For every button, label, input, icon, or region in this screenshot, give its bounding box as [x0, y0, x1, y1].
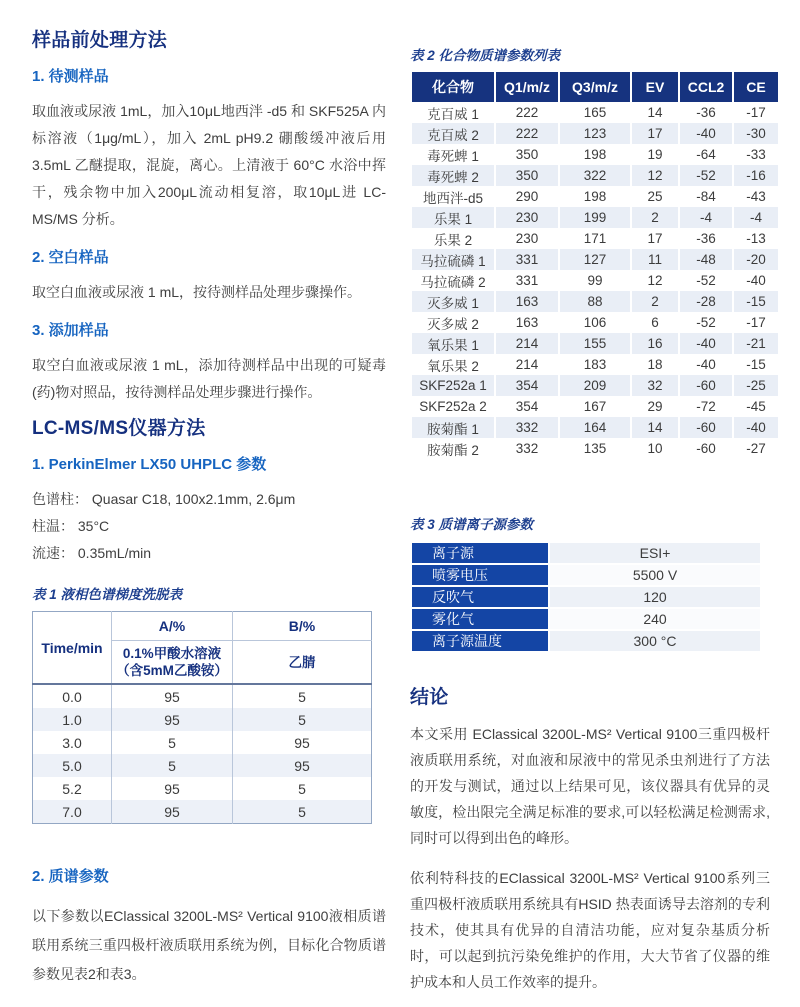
table-cell: 167 [583, 399, 607, 414]
table-cell: 25 [647, 189, 663, 204]
table-cell: 11 [632, 249, 678, 270]
table-cell: 乐果 2 [433, 232, 473, 248]
subsection-blank-sample-title: 2. 空白样品 [32, 249, 109, 266]
table-cell: -48 [680, 249, 732, 270]
table-cell: 300 °C [550, 631, 760, 651]
table-cell: -60 [696, 441, 716, 456]
table-cell: 163 [496, 291, 558, 312]
conclusion-paragraph-2: 依利特科技的EClassical 3200L-MS² Vertical 9100系列三重四极杆液质联用系统具有HSID 热表面诱导去溶剂的专利技术，使其具有优异的自清洁功能，应对复杂基质分析时，可以起到抗污染免维护的作用，大大节省了仪器的维护成本和人员工作效率的提升。 [410, 870, 770, 990]
table-row [412, 291, 778, 312]
table-row [412, 249, 778, 270]
table-cell: 16 [632, 333, 678, 354]
table1-caption: 表 1 液相色谱梯度洗脱表 [32, 587, 183, 602]
table-row [412, 123, 778, 144]
table-cell: 14 [647, 105, 663, 120]
table-cell: 123 [560, 123, 630, 144]
table-row [33, 800, 372, 824]
table-cell: 乐果 1 [412, 207, 494, 228]
table-cell: -72 [696, 399, 716, 414]
table2-body [412, 102, 778, 459]
table-row [412, 333, 778, 354]
table-row [412, 417, 778, 438]
table-cell: ESI+ [550, 543, 760, 563]
table-cell: 127 [560, 249, 630, 270]
table-cell: -40 [696, 357, 716, 372]
table1-col-a-desc-line1: 0.1%甲酸水溶液 [122, 646, 222, 661]
table-cell: 350 [515, 147, 539, 162]
table-cell: -40 [746, 273, 766, 288]
table-cell: 95 [112, 684, 233, 708]
table-cell: -40 [680, 123, 732, 144]
table-cell: 95 [112, 708, 233, 731]
table2-caption: 表 2 化合物质谱参数列表 [410, 48, 561, 63]
table-cell: 毒死蜱 2 [412, 165, 494, 186]
table-cell: 离子源 [412, 543, 548, 563]
table-cell: 214 [515, 357, 539, 372]
table-cell: -4 [680, 207, 732, 228]
table-cell: 反吹气 [412, 587, 548, 607]
table-row [412, 375, 778, 396]
table1-body [33, 684, 372, 824]
table-cell: 胺菊酯 2 [427, 442, 479, 458]
table-row [412, 354, 778, 375]
table-cell: 163 [515, 315, 539, 330]
table-cell: SKF252a 1 [412, 375, 494, 396]
table-cell: 胺菊酯 1 [412, 417, 494, 438]
table-cell: 灭多威 1 [412, 291, 494, 312]
test-sample-paragraph: 取血液或尿液 1mL，加入10μL地西泮 -d5 和 SKF525A 内标溶液（1μg/mL），加入 2mL pH9.2 硼酸缓冲液后用 3.5mL 乙醚提取，混旋，离心。上清液于 60°C 水浴中挥干，残余物中加入200μL流动相复溶，取10μL进 LC-MS/MS 分析。 [32, 103, 386, 227]
conclusion-paragraph-1: 本文采用 EClassical 3200L-MS² Vertical 9100三重四极杆液质联用系统，对血液和尿液中的常见杀虫剂进行了方法的开发与测试，通过以上结果可见，该仪器具有优异的灵敏度，检出限完全满足标准的要求,可以轻松满足检测需求,同时可以得到出色的峰形。 [410, 726, 770, 846]
table-cell: -20 [734, 249, 778, 270]
param-flow-rate: 流速： 0.35mL/min [32, 545, 152, 561]
table-cell: -33 [746, 147, 766, 162]
table-cell: -36 [696, 231, 716, 246]
table-cell: 喷雾电压 [412, 565, 548, 585]
table-cell: 240 [550, 609, 760, 629]
table-cell: 209 [560, 375, 630, 396]
table-cell: 5 [298, 803, 306, 820]
subsection-spiked-sample-title: 3. 添加样品 [32, 322, 109, 339]
table1-col-b-desc: 乙腈 [233, 641, 372, 685]
table-header-cell: EV [632, 72, 678, 102]
table-cell: 2 [632, 291, 678, 312]
table-cell: 354 [515, 399, 539, 414]
table-cell: 克百威 1 [427, 106, 479, 122]
table-header-cell: CCL2 [680, 72, 732, 102]
table-cell: 331 [496, 249, 558, 270]
table-cell: 214 [496, 333, 558, 354]
table1-col-a-desc [112, 641, 233, 685]
table-cell: -15 [746, 357, 766, 372]
table-row [412, 587, 760, 607]
table-cell: 99 [587, 273, 603, 288]
subsection-test-sample-title: 1. 待测样品 [32, 68, 109, 85]
table-cell: 199 [560, 207, 630, 228]
param-column: 色谱柱： Quasar C18, 100x2.1mm, 2.6μm [32, 491, 296, 507]
blank-sample-paragraph: 取空白血液或尿液 1 mL，按待测样品处理步骤操作。 [32, 284, 362, 300]
table-cell: -17 [746, 315, 766, 330]
table-cell: -45 [746, 399, 766, 414]
table-cell: 地西泮-d5 [422, 190, 483, 206]
table1-col-b: B/% [233, 612, 372, 641]
table-cell: -30 [734, 123, 778, 144]
table-cell: 6 [651, 315, 659, 330]
table-cell: 106 [583, 315, 607, 330]
table-cell: -21 [734, 333, 778, 354]
table-row [33, 731, 372, 754]
table-row [412, 396, 778, 417]
compound-ms-params-table [410, 72, 780, 459]
table-cell: 5.2 [33, 777, 112, 800]
table1-col-time: Time/min [33, 612, 112, 685]
table-cell: 171 [583, 231, 607, 246]
table-cell: 5 [112, 754, 233, 777]
ms-params-paragraph: 以下参数以EClassical 3200L-MS² Vertical 9100液相质谱联用系统三重四极杆液质联用系统为例，目标化合物质谱参数见表2和表3。 [32, 908, 386, 982]
table-cell: 氧乐果 1 [412, 333, 494, 354]
table1-header [33, 612, 372, 685]
table-cell: 222 [515, 105, 539, 120]
subsection-uhplc-params-title: 1. PerkinElmer LX50 UHPLC 参数 [32, 456, 267, 473]
table-row [412, 144, 778, 165]
table-cell: -4 [734, 207, 778, 228]
table-cell: 331 [515, 273, 539, 288]
table-cell: 120 [550, 587, 760, 607]
section-title-conclusion: 结论 [410, 687, 449, 708]
table-cell: 155 [560, 333, 630, 354]
table-cell: 95 [112, 777, 233, 800]
table-cell: 95 [294, 757, 310, 774]
table-cell: 95 [112, 800, 233, 824]
table-cell: 氧乐果 2 [427, 358, 479, 374]
table-cell: 29 [647, 399, 663, 414]
section-title-sample-prep: 样品前处理方法 [32, 30, 168, 51]
table-cell: 灭多威 2 [427, 316, 479, 332]
table-cell: 5 [298, 780, 306, 797]
table-cell: 332 [496, 417, 558, 438]
table3-body [412, 543, 760, 651]
table-cell: 17 [647, 231, 663, 246]
table-row [412, 312, 778, 333]
subsection-ms-params-title: 2. 质谱参数 [32, 868, 109, 885]
table-cell: 198 [583, 189, 607, 204]
left-column [32, 30, 386, 1001]
table-cell: -28 [680, 291, 732, 312]
table-cell: 95 [294, 734, 310, 751]
table-row [412, 165, 778, 186]
table-cell: 10 [647, 441, 663, 456]
table-cell: -60 [680, 417, 732, 438]
table-cell: 2 [632, 207, 678, 228]
table-cell: 332 [515, 441, 539, 456]
table-cell: 222 [496, 123, 558, 144]
table-cell: 88 [560, 291, 630, 312]
table-row [412, 543, 760, 563]
table3-caption: 表 3 质谱离子源参数 [410, 517, 534, 532]
table-header-cell: 化合物 [412, 72, 494, 102]
table-header-cell: CE [734, 72, 778, 102]
table-cell: 5 [298, 711, 306, 728]
right-column [410, 44, 770, 1007]
table1-col-a: A/% [112, 612, 233, 641]
table-cell: 290 [515, 189, 539, 204]
table-cell: 165 [583, 105, 607, 120]
table2-header-row [412, 72, 778, 102]
table-cell: 14 [632, 417, 678, 438]
table-row [412, 609, 760, 629]
table-cell: -52 [696, 315, 716, 330]
table-header-cell: Q3/m/z [560, 72, 630, 102]
table-cell: 135 [583, 441, 607, 456]
table-cell: 克百威 2 [412, 123, 494, 144]
table-cell: -60 [680, 375, 732, 396]
table-cell: 12 [647, 273, 663, 288]
table-cell: -13 [746, 231, 766, 246]
table-cell: 17 [632, 123, 678, 144]
table2-header [412, 72, 778, 102]
table-cell: 7.0 [33, 800, 112, 824]
table-row [412, 207, 778, 228]
table-cell: 19 [647, 147, 663, 162]
gradient-elution-table [32, 611, 372, 824]
table-cell: 5 [298, 688, 306, 705]
table-cell: 马拉硫磷 1 [412, 249, 494, 270]
table-cell: 3.0 [33, 731, 112, 754]
table-cell: 32 [632, 375, 678, 396]
table-cell: -64 [696, 147, 716, 162]
table-cell: 12 [632, 165, 678, 186]
table-cell: 雾化气 [412, 609, 548, 629]
table-header-cell: Q1/m/z [496, 72, 558, 102]
table-cell: 230 [515, 231, 539, 246]
table-row [33, 684, 372, 708]
table-cell: 5 [112, 731, 233, 754]
table-row [412, 270, 778, 291]
table-cell: -36 [696, 105, 716, 120]
table-cell: 马拉硫磷 2 [420, 274, 486, 290]
table1-col-a-desc-line2: （含5mM乙酸铵） [116, 663, 228, 678]
table-row [412, 438, 778, 459]
ion-source-params-table [410, 541, 762, 653]
table-row [412, 228, 778, 249]
table-cell: -52 [696, 273, 716, 288]
table-cell: 0.0 [33, 684, 112, 708]
section-title-instrument-method: LC-MS/MS仪器方法 [32, 418, 206, 439]
param-column-temp: 柱温： 35°C [32, 518, 110, 534]
table-cell: -25 [734, 375, 778, 396]
table-row [412, 565, 760, 585]
table-cell: SKF252a 2 [419, 399, 487, 414]
table-cell: 322 [560, 165, 630, 186]
table-row [412, 102, 778, 123]
table-cell: -16 [734, 165, 778, 186]
table-cell: -15 [734, 291, 778, 312]
table-cell: 18 [647, 357, 663, 372]
table-cell: -17 [746, 105, 766, 120]
table-cell: -27 [746, 441, 766, 456]
conclusion-section [410, 687, 770, 995]
table-cell: -84 [696, 189, 716, 204]
table-cell: -52 [680, 165, 732, 186]
table-cell: 183 [583, 357, 607, 372]
table-cell: 1.0 [33, 708, 112, 731]
table-row [33, 708, 372, 731]
table-cell: 毒死蜱 1 [427, 148, 479, 164]
spiked-sample-paragraph: 取空白血液或尿液 1 mL，添加待测样品中出现的可疑毒(药)物对照品，按待测样品处理步骤进行操作。 [32, 357, 386, 400]
table-cell: 5500 V [550, 565, 760, 585]
table-cell: -43 [746, 189, 766, 204]
table-cell: 5.0 [33, 754, 112, 777]
table-cell: 离子源温度 [412, 631, 548, 651]
table-cell: -40 [734, 417, 778, 438]
table-cell: 198 [583, 147, 607, 162]
table-cell: 350 [496, 165, 558, 186]
table-cell: 230 [496, 207, 558, 228]
table-row [412, 186, 778, 207]
table-cell: -40 [680, 333, 732, 354]
table-row [412, 631, 760, 651]
table-cell: 354 [496, 375, 558, 396]
table-row [33, 754, 372, 777]
table-row [33, 777, 372, 800]
table-cell: 164 [560, 417, 630, 438]
